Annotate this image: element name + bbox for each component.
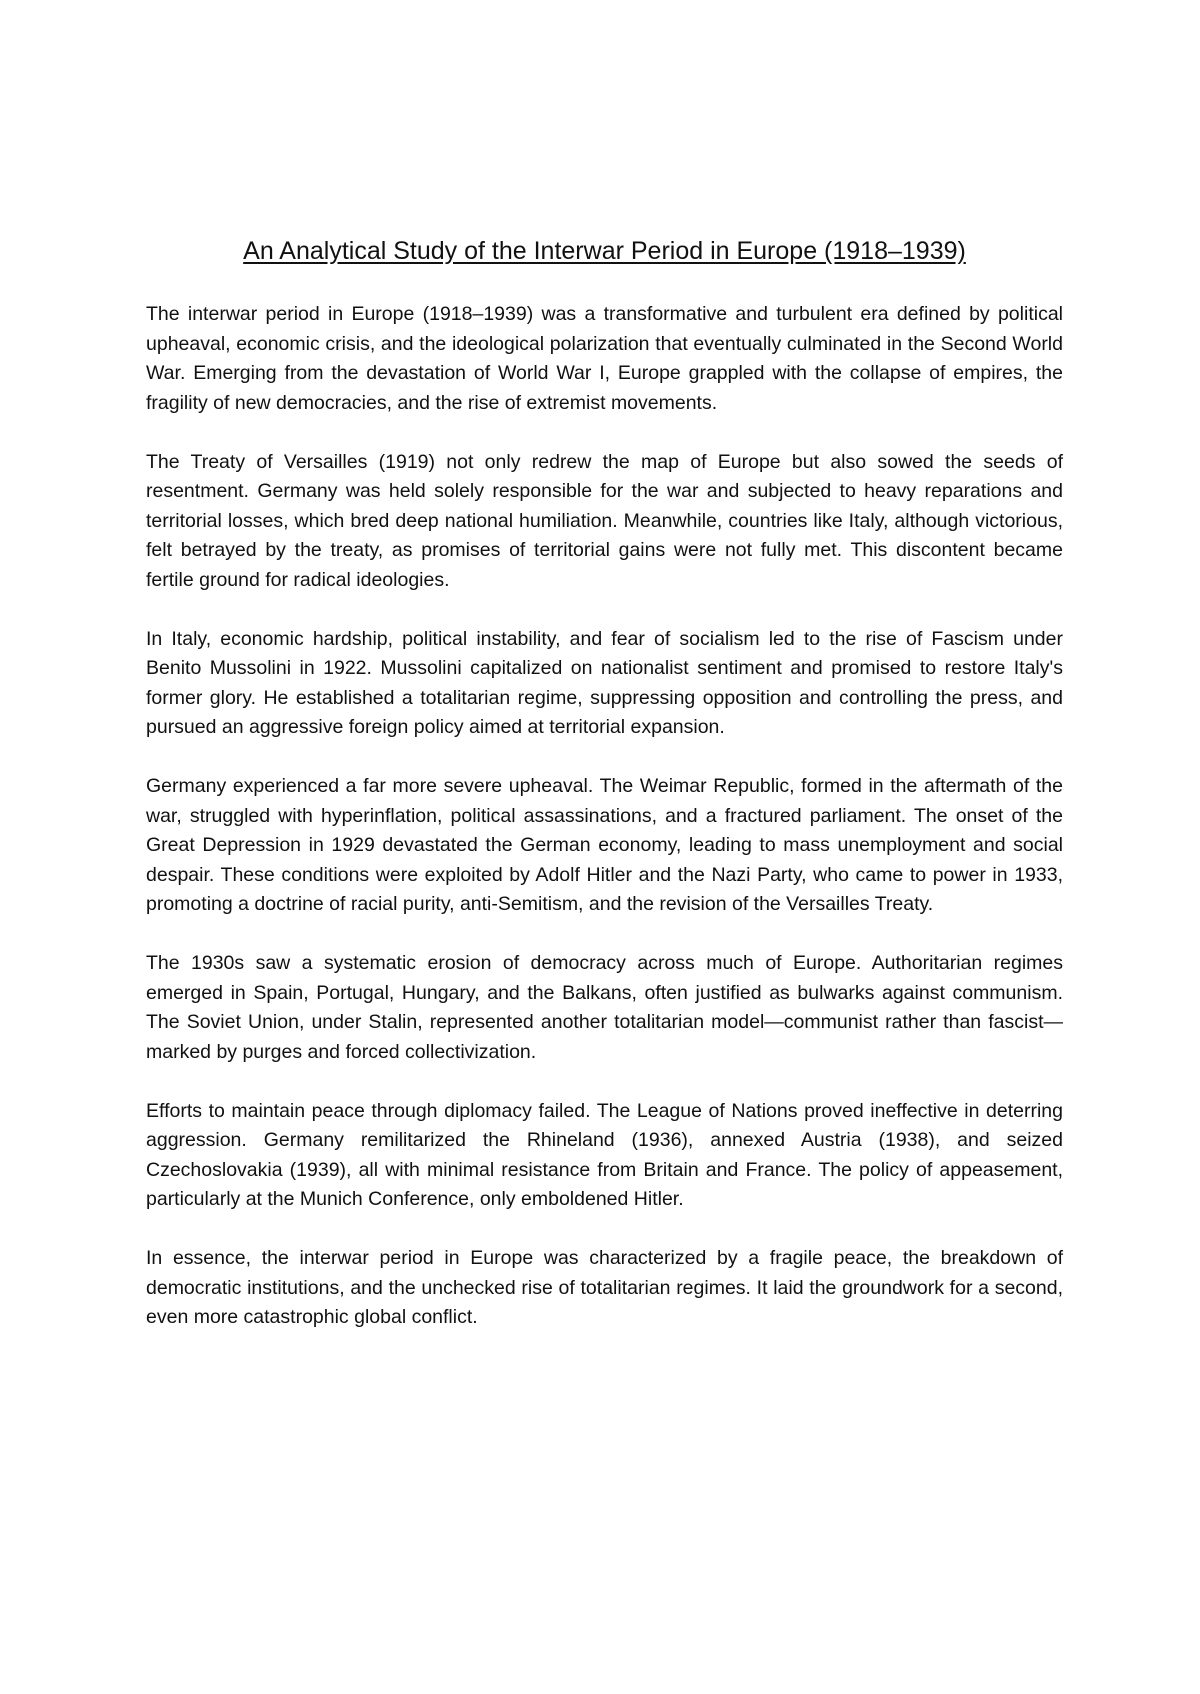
paragraph-italy: In Italy, economic hardship, political instability, and fear of socialism led to the rise of Fascism under Benito Mussolini in 1922. Mussolini capitalized on nationalist sentiment and promised to restore Italy's former glory. He established a totalitarian regime, suppressing opposition and controlling the press, and pursued an aggressive foreign policy aimed at territorial expansion. [146, 627, 1063, 738]
document-body [146, 300, 1063, 1362]
paragraph-diplomacy: Efforts to maintain peace through diplomacy failed. The League of Nations proved ineffective in deterring aggression. Germany remilitarized the Rhineland (1936), annexed Austria (1938), and seized Czechoslovakia (1939), all with minimal resistance from Britain and France. The policy of appeasement, particularly at the Munich Conference, only emboldened Hitler. [146, 1099, 1063, 1210]
paragraph-germany: Germany experienced a far more severe upheaval. The Weimar Republic, formed in the aftermath of the war, struggled with hyperinflation, political assassinations, and a fractured parliament. The onset of the Great Depression in 1929 devastated the German economy, leading to mass unemployment and social despair. These conditions were exploited by Adolf Hitler and the Nazi Party, who came to power in 1933, promoting a doctrine of racial purity, anti-Semitism, and the revision of the Versailles Treaty. [146, 775, 1063, 915]
paragraph-versailles: The Treaty of Versailles (1919) not only redrew the map of Europe but also sowed the seeds of resentment. Germany was held solely responsible for the war and subjected to heavy reparations and territorial losses, which bred deep national humiliation. Meanwhile, countries like Italy, although victorious, felt betrayed by the treaty, as promises of territorial gains were not fully met. This discontent became fertile ground for radical ideologies. [146, 450, 1063, 591]
paragraph-intro: The interwar period in Europe (1918–1939) was a transformative and turbulent era defined by political upheaval, economic crisis, and the ideological polarization that eventually culminated in the Second World War. Emerging from the devastation of World War I, Europe grappled with the collapse of empires, the fragility of new democracies, and the rise of extremist movements. [146, 303, 1063, 414]
paragraph-1930s: The 1930s saw a systematic erosion of democracy across much of Europe. Authoritarian regimes emerged in Spain, Portugal, Hungary, and the Balkans, often justified as bulwarks against communism. The Soviet Union, under Stalin, represented another totalitarian model—communist rather than fascist—marked by purges and forced collectivization. [146, 952, 1063, 1063]
paragraph-conclusion: In essence, the interwar period in Europe was characterized by a fragile peace, the breakdown of democratic institutions, and the unchecked rise of totalitarian regimes. It laid the groundwork for a second, even more catastrophic global conflict. [146, 1247, 1063, 1328]
document-title: An Analytical Study of the Interwar Period in Europe (1918–1939) [243, 237, 966, 265]
